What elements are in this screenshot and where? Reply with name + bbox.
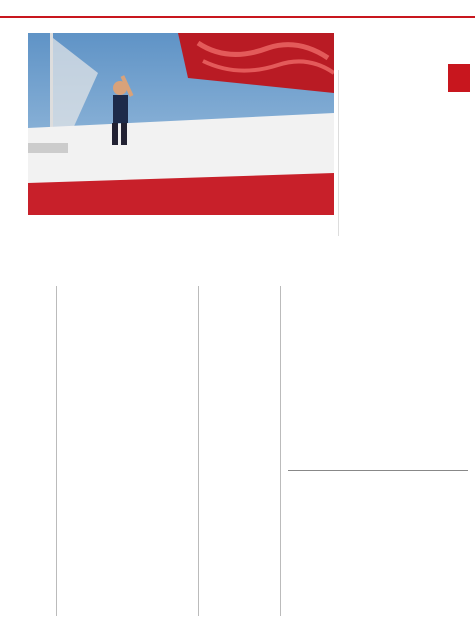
column-divider (280, 286, 281, 616)
section-rule (288, 470, 468, 471)
col1-body1 (62, 304, 192, 374)
col1-body2 (62, 394, 192, 604)
column-divider (198, 286, 199, 616)
sailboat-illustration (28, 33, 334, 215)
lead-photo (28, 33, 334, 215)
list-divider (338, 70, 339, 236)
col2-body (204, 332, 274, 612)
column-divider (56, 286, 57, 616)
masthead (0, 0, 475, 18)
col3-body (288, 324, 468, 464)
col3-body2 (288, 514, 468, 606)
section-tag (448, 64, 470, 92)
